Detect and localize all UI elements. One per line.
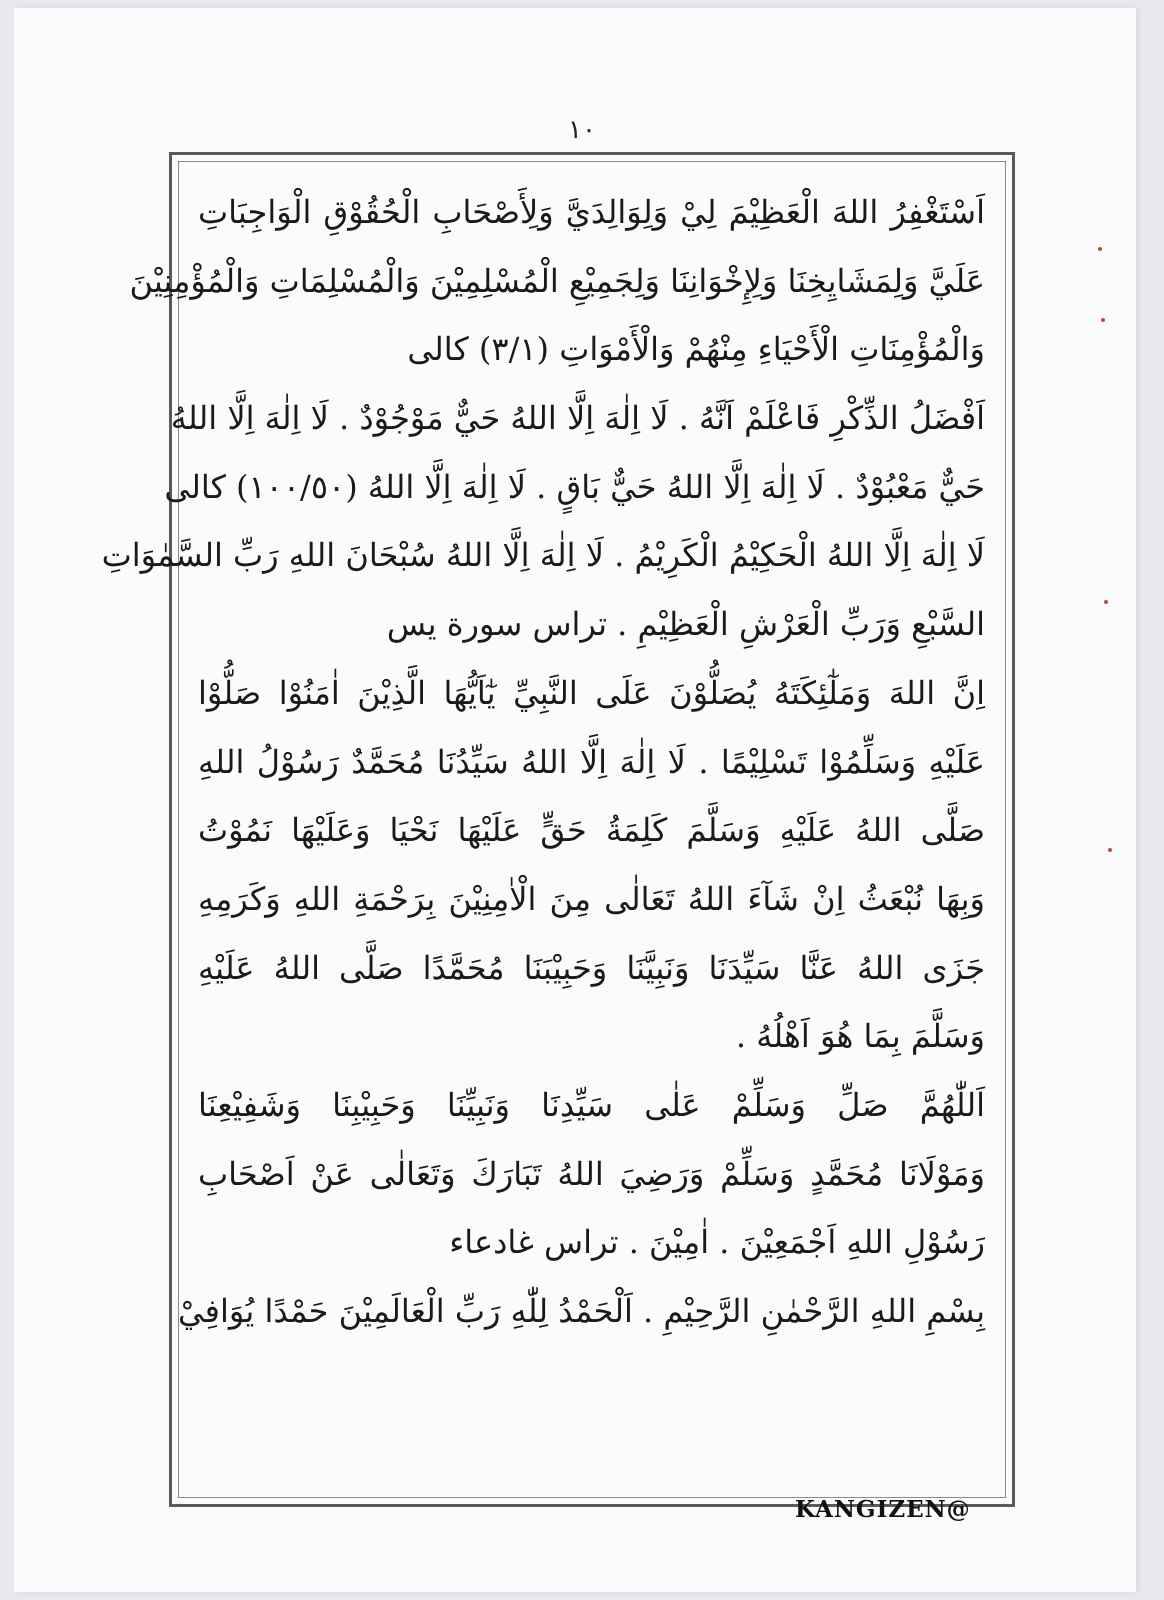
speck (1104, 600, 1108, 604)
text-line: صَلَّى اللهُ عَلَيْهِ وَسَلَّمَ كَلِمَةُ حَقٍّ عَلَيْهَا نَحْيَا وَعَلَيْهَا نَمُوْتُ (198, 811, 985, 850)
speck (1108, 848, 1112, 852)
page-number: ١٠ (568, 115, 596, 145)
text-line: عَلَيَّ وَلِمَشَايِخِنَا وَلِإِخْوَانِنَا وَلِجَمِيْعِ الْمُسْلِمِيْنَ وَالْمُسْلِمَاتِ وَالْمُؤْمِنِيْنَ (129, 261, 985, 300)
text-line: السَّبْعِ وَرَبِّ الْعَرْشِ الْعَظِيْمِ . تراس سورة يس (386, 605, 985, 644)
text-line: لَا اِلٰهَ اِلَّا اللهُ الْحَكِيْمُ الْكَرِيْمُ . لَا اِلٰهَ اِلَّا اللهُ سُبْحَانَ اللهِ رَبِّ السَّمٰوَاتِ (101, 536, 985, 575)
arabic-text-body (101, 178, 986, 1346)
text-line: بِسْمِ اللهِ الرَّحْمٰنِ الرَّحِيْمِ . اَلْحَمْدُ لِلّٰهِ رَبِّ الْعَالَمِيْنَ حَمْدًا يُوَافِيْ (177, 1292, 985, 1330)
text-line: اَللّٰهُمَّ صَلِّ وَسَلِّمْ عَلٰى سَيِّدِنَا وَنَبِيِّنَا وَحَبِيْبِنَا وَشَفِيْعِنَا (198, 1085, 985, 1124)
watermark: KANGIZEN@ (795, 1496, 971, 1523)
text-line: عَلَيْهِ وَسَلِّمُوْا تَسْلِيْمًا . لَا اِلٰهَ اِلَّا اللهُ سَيِّدُنَا مُحَمَّدٌ رَسُوْلُ اللهِ (198, 742, 986, 781)
text-line: وَمَوْلَانَا مُحَمَّدٍ وَسَلِّمْ وَرَضِيَ اللهُ تَبَارَكَ وَتَعَالٰى عَنْ اَصْحَابِ (198, 1154, 985, 1193)
text-line: وَالْمُؤْمِنَاتِ الْأَحْيَاءِ مِنْهُمْ وَالْأَمْوَاتِ (٣/١) كالى (407, 330, 985, 369)
speck (1098, 247, 1102, 251)
text-line: اَفْضَلُ الذِّكْرِ فَاعْلَمْ اَنَّهُ . لَا اِلٰهَ اِلَّا اللهُ حَيٌّ مَوْجُوْدٌ . لَا اِلٰهَ اِلَّا اللهُ (170, 399, 985, 438)
speck (1101, 318, 1105, 322)
text-line: جَزَى اللهُ عَنَّا سَيِّدَنَا وَنَبِيَّنَا وَحَبِيْبَنَا مُحَمَّدًا صَلَّى اللهُ عَلَيْهِ (198, 948, 985, 987)
text-line: اَسْتَغْفِرُ اللهَ الْعَظِيْمَ لِيْ وَلِوَالِدَيَّ وَلِأَصْحَابِ الْحُقُوْقِ الْوَاجِبَاتِ (198, 193, 985, 231)
text-line: اِنَّ اللهَ وَمَلٰٓئِكَتَهُ يُصَلُّوْنَ عَلَى النَّبِيِّ يٰٓاَيُّهَا الَّذِيْنَ اٰمَنُوْا صَلُّوْا (198, 673, 986, 712)
text-line: حَيٌّ مَعْبُوْدٌ . لَا اِلٰهَ اِلَّا اللهُ حَيٌّ بَاقٍ . لَا اِلٰهَ اِلَّا اللهُ (١٠٠/٥٠) كالى (164, 467, 985, 506)
text-line: وَسَلَّمَ بِمَا هُوَ اَهْلُهُ . (735, 1017, 985, 1056)
text-line: رَسُوْلِ اللهِ اَجْمَعِيْنَ . اٰمِيْنَ . تراس غادعاء (449, 1223, 985, 1262)
text-line: وَبِهَا نُبْعَثُ اِنْ شَآءَ اللهُ تَعَالٰى مِنَ الْاٰمِنِيْنَ بِرَحْمَةِ اللهِ وَكَرَمِهِ (198, 879, 985, 918)
